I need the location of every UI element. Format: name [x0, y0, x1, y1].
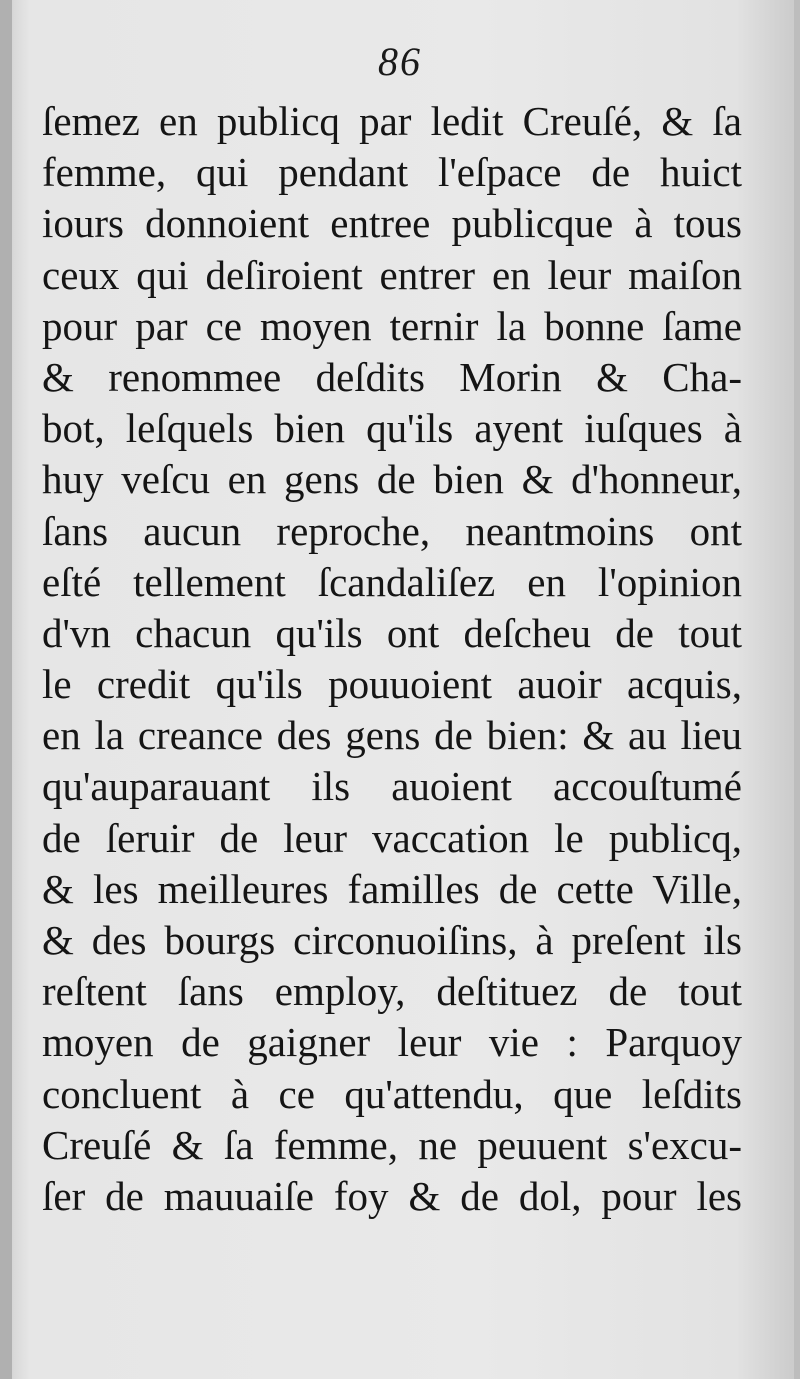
text-line: ſans aucun reproche, neantmoins ont: [42, 507, 742, 554]
text-line: ſemez en publicq par ledit Creuſé, & ſa: [42, 98, 742, 144]
text-line: huy veſcu en gens de bien & d'honneur,: [42, 456, 742, 503]
text-line: concluent à ce qu'attendu, que leſdits: [42, 1070, 742, 1117]
text-line: & renommee deſdits Morin & Cha-: [42, 353, 742, 400]
text-line: d'vn chacun qu'ils ont deſcheu de tout: [42, 609, 742, 656]
text-line: reſtent ſans employ, deſtituez de tout: [42, 968, 742, 1015]
text-line: le credit qu'ils pouuoient auoir acquis,: [42, 661, 742, 708]
body-text: [42, 96, 742, 1222]
text-line: & les meilleures familles de cette Ville,: [42, 865, 742, 912]
text-line: iours donnoient entree publicque à tous: [42, 200, 742, 247]
text-line: qu'auparauant ils auoient accouſtumé: [42, 763, 742, 810]
text-line: moyen de gaigner leur vie : Parquoy: [42, 1019, 742, 1066]
text-line: bot, leſquels bien qu'ils ayent iuſques à: [42, 405, 742, 452]
text-line: pour par ce moyen ternir la bonne ſame: [42, 302, 742, 349]
text-line: Creuſé & ſa femme, ne peuuent s'excu-: [42, 1121, 742, 1168]
text-line: & des bourgs circonuoiſins, à preſent ils: [42, 917, 742, 963]
text-line: ſer de mauuaiſe foy & de dol, pour les: [42, 1172, 742, 1219]
text-line: de ſeruir de leur vaccation le publicq,: [42, 814, 742, 861]
page-number: 86: [378, 39, 422, 84]
text-line: en la creance des gens de bien: & au lieu: [42, 712, 742, 759]
page-left-edge: [0, 0, 12, 1379]
text-line: eſté tellement ſcandaliſez en l'opinion: [42, 558, 742, 605]
text-line: ceux qui deſiroient entrer en leur maiſon: [42, 251, 742, 298]
text-line: femme, qui pendant l'eſpace de huict: [42, 149, 742, 196]
page-right-edge: [794, 0, 800, 1379]
